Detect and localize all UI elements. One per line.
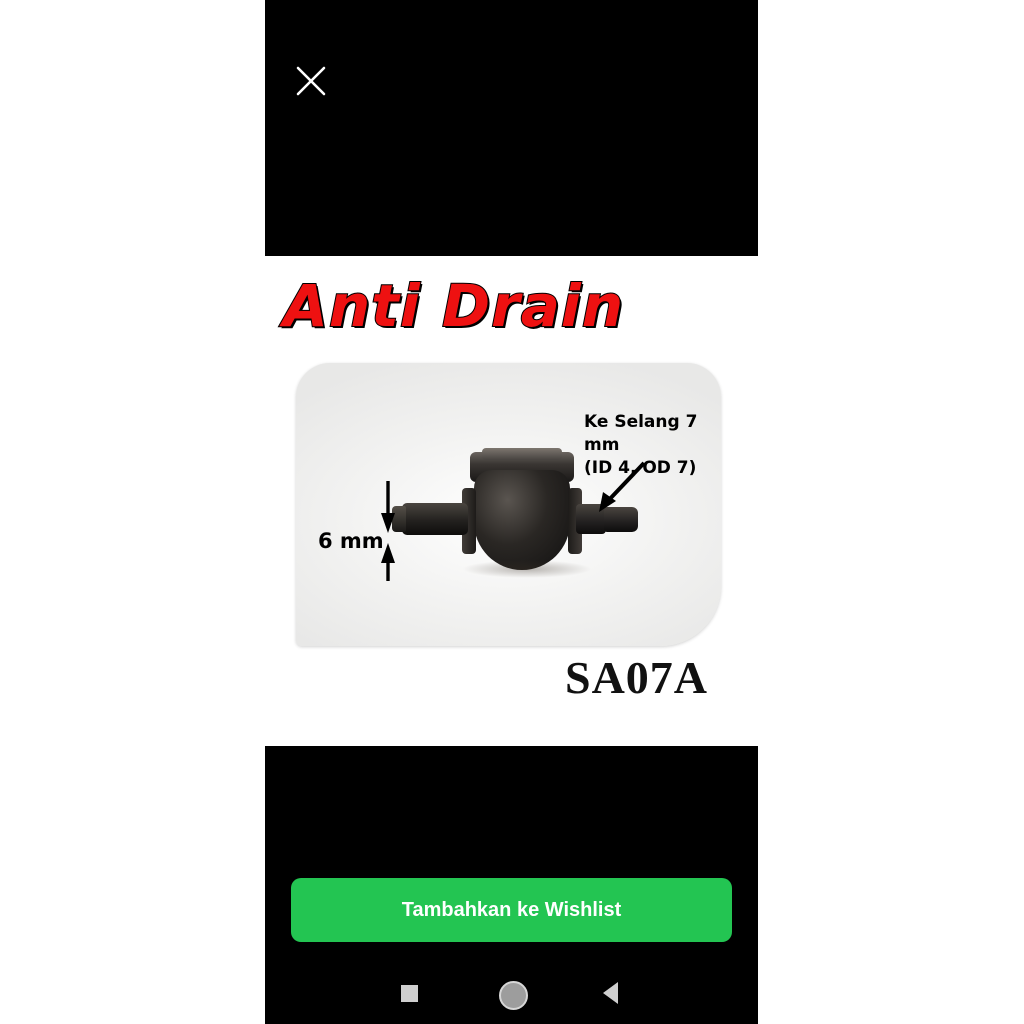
annotation-label-right-line2: (ID 4, OD 7) (584, 457, 697, 478)
product-headline: Anti Drain (283, 272, 625, 340)
dimension-label-left: 6 mm (318, 529, 384, 553)
add-to-wishlist-button[interactable]: Tambahkan ke Wishlist (291, 878, 732, 942)
product-sku: SA07A (565, 652, 709, 703)
annotation-label-right-line1: Ke Selang 7 mm (584, 412, 698, 455)
annotation-label-right (584, 411, 721, 480)
recents-icon[interactable] (401, 985, 418, 1002)
annotation-arrows (296, 363, 721, 646)
top-black-area (265, 0, 758, 256)
phone-screen (265, 0, 758, 1024)
back-icon[interactable] (603, 982, 618, 1004)
product-photo-card (296, 363, 721, 646)
bottom-black-area (265, 746, 758, 1024)
home-icon[interactable] (499, 981, 528, 1010)
android-navigation-bar (265, 964, 758, 1024)
product-photo-background (296, 363, 721, 646)
product-image-panel[interactable] (265, 256, 758, 746)
close-icon[interactable] (292, 62, 330, 100)
